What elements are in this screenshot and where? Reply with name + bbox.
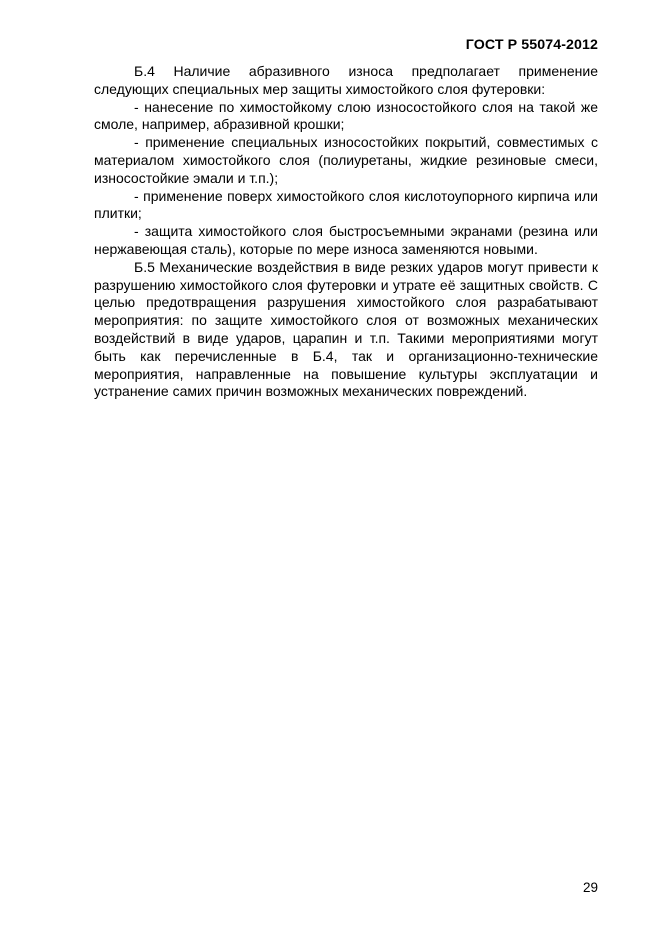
- document-standard-number: ГОСТ Р 55074-2012: [465, 37, 598, 53]
- list-item-abrasive-layer: - нанесение по химостойкому слою износостойкого слоя на такой же смоле, например, абразивной крошки;: [94, 98, 598, 133]
- list-item-wear-resistant-coatings: - применение специальных износостойких покрытий, совместимых с материалом химостойкого слоя (полиуретаны, жидкие резиновые смеси, износостойкие эмали и т.п.);: [94, 134, 598, 186]
- page-number: 29: [582, 880, 598, 895]
- paragraph-b5-mechanical-impact: Б.5 Механические воздействия в виде резких ударов могут привести к разрушению химостойкого слоя футеровки и утрате её защитных свойств. С целью предотвращения разрушения химостойкого слоя разрабатывают мероприятия: по защите химостойкого слоя от возможных механических воздействий в виде ударов, царапин и т.п. Такими мероприятиями могут быть как перечисленные в Б.4, так и организационно-технические мероприятия, направленные на повышение культуры эксплуатации и устранение самих причин возможных механических повреждений.: [94, 258, 598, 400]
- document-body: [94, 63, 598, 401]
- list-item-quick-release-screens: - защита химостойкого слоя быстросъемными экранами (резина или нержавеющая сталь), которые по мере износа заменяются новыми.: [94, 223, 598, 257]
- list-item-acidproof-brick: - применение поверх химостойкого слоя кислотоупорного кирпича или плитки;: [94, 187, 598, 222]
- paragraph-b4-intro: Б.4 Наличие абразивного износа предполагает применение следующих специальных мер защиты химостойкого слоя футеровки:: [94, 63, 598, 97]
